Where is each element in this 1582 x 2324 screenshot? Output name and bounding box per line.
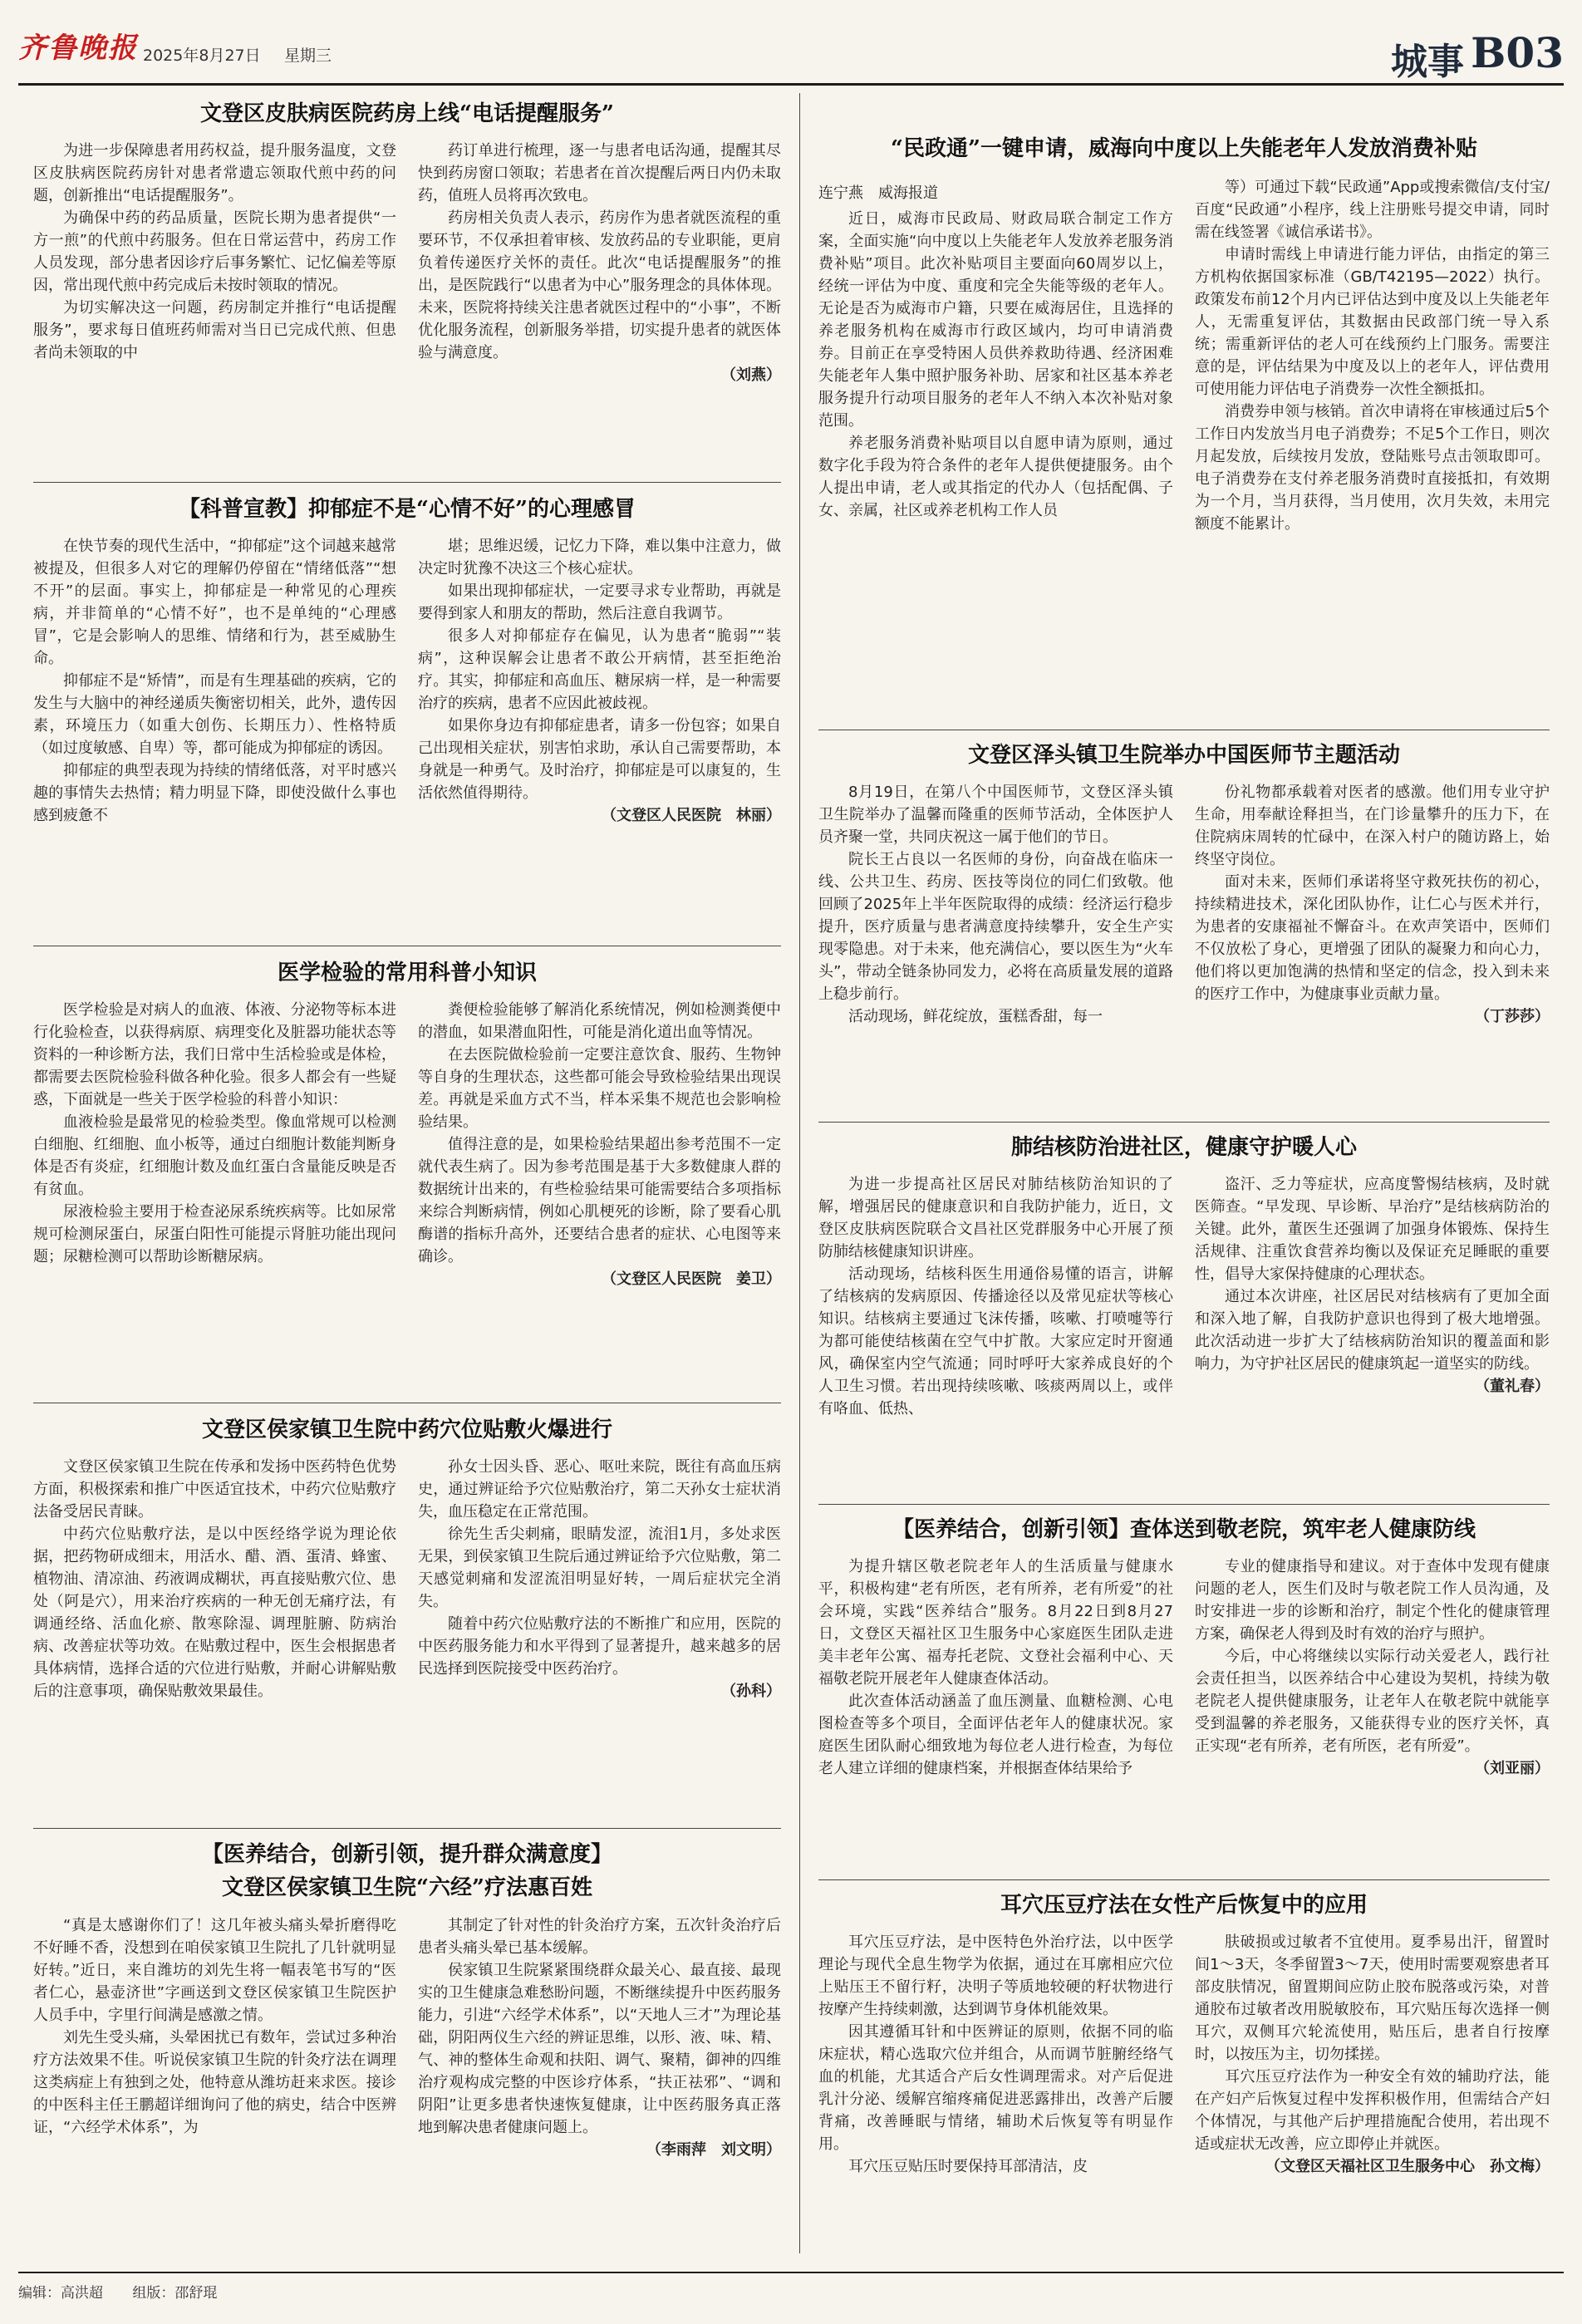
byline: （文登区人民医院 姜卫） (602, 1270, 781, 1288)
paragraph: 此次查体活动涵盖了血压测量、血糖检测、心电图检查等多个项目，全面评估老年人的健康状况。家庭医生团队耐心细致地为每位老人进行检查，为每位老人建立详细的健康档案，并根据查体结果给予 (818, 1693, 1173, 1777)
paragraph: 在去医院做检验前一定要注意饮食、服药、生物钟等自身的生理状态，这些都可能会导致检验结果出现误差。再就是采血方式不当，样本采集不规范也会影响检验结果。 (418, 1046, 781, 1131)
article-col-right (1195, 781, 1550, 1028)
paragraph: 为进一步提高社区居民对肺结核防治知识的了解，增强居民的健康意识和自我防护能力，近日，文登区皮肤病医院联合文昌社区党群服务中心开展了预防肺结核健康知识讲座。 (818, 1176, 1173, 1260)
article-title: 耳穴压豆疗法在女性产后恢复中的应用 (1000, 1893, 1368, 1918)
masthead-rule (18, 83, 1564, 86)
paragraph: 文登区侯家镇卫生院在传承和发扬中医药特色优势方面，积极探索和推广中医适宜技术，中药穴位贴敷疗法备受居民青睐。 (33, 1458, 396, 1521)
paragraph: 粪便检验能够了解消化系统情况，例如检测粪便中的潜血，如果潜血阳性，可能是消化道出血等情况。 (418, 1001, 781, 1041)
page-number: B03 (1471, 28, 1564, 77)
article-divider (818, 1879, 1550, 1880)
paragraph: 盗汗、乏力等症状，应高度警惕结核病，及时就医筛查。“早发现、早诊断、早治疗”是结核病防治的关键。此外，董医生还强调了加强身体锻炼、保持生活规律、注重饮食营养均衡以及保证充足睡眠的重要性，倡导大家保持健康的心理状态。 (1195, 1176, 1550, 1283)
section-name: 城事 (1391, 41, 1464, 83)
paragraph: 活动现场，结核科医生用通俗易懂的语言，讲解了结核病的发病原因、传播途径以及常见症状等核心知识。结核病主要通过飞沫传播，咳嗽、打喷嚏等行为都可能使结核菌在空气中扩散。大家应定时开窗通风，确保室内空气流通；同时呼吁大家养成良好的个人卫生习惯。若出现持续咳嗽、咳痰两周以上，或伴有咯血、低热、 (818, 1265, 1173, 1417)
article-col-left (818, 1931, 1173, 2178)
article-col-right (1195, 1555, 1550, 1780)
article-lab-test (33, 957, 781, 1290)
article-title: 【科普宣教】抑郁症不是“心情不好”的心理感冒 (179, 497, 636, 522)
paragraph: 活动现场，鲜花绽放，蛋糕香甜，每一 (848, 1008, 1103, 1025)
paragraph: 耳穴压豆疗法作为一种安全有效的辅助疗法，能在产妇产后恢复过程中发挥积极作用，但需结合产妇个体情况，与其他产后护理措施配合使用，若出现不适或症状无改善，应立即停止并就医。 (1195, 2068, 1550, 2153)
article-six-meridians (33, 1838, 781, 2161)
article-title: 【医养结合，创新引领，提升群众满意度】 (201, 1842, 612, 1867)
article-col-left (818, 1555, 1173, 1780)
article-divider (33, 1828, 781, 1829)
article-title: “民政通”一键申请，威海向中度以上失能老年人发放消费补贴 (891, 136, 1477, 161)
page-footer (18, 2281, 242, 2302)
paragraph: 通过本次讲座，社区居民对结核病有了更加全面和深入地了解，自我防护意识也得到了极大地增强。此次活动进一步扩大了结核病防治知识的覆盖面和影响力，为守护社区居民的健康筑起一道坚实的防线。 (1195, 1288, 1550, 1373)
paragraph: 等）可通过下载“民政通”App或搜索微信/支付宝/百度“民政通”小程序，线上注册账号提交申请，同时需在线签署《诚信承诺书》。 (1195, 179, 1550, 241)
article-col-right (418, 999, 781, 1290)
paragraph: “真是太感谢你们了！这几年被头痛头晕折磨得吃不好睡不香，没想到在咱侯家镇卫生院扎了几针就明显好转。”近日，来自潍坊的刘先生将一幅表笔书写的“医者仁心，悬壶济世”字画送到文登区侯家镇卫生院医护人员手中，字里行间满是感激之情。 (33, 1917, 396, 2024)
paragraph: 耳穴压豆疗法，是中医特色外治疗法，以中医学理论与现代全息生物学为依据，通过在耳廓相应穴位上贴压王不留行籽，决明子等质地较硬的籽状物进行按摩产生持续刺激，达到调节身体机能效果。 (818, 1933, 1173, 2018)
paragraph: 如果出现抑郁症状，一定要寻求专业帮助，再就是要得到家人和朋友的帮助，然后注意自我调节。 (418, 582, 781, 622)
article-col-right (1195, 1173, 1550, 1420)
byline: （刘亚丽） (1475, 1760, 1550, 1777)
reporter-line: 连宁燕 威海报道 (818, 184, 938, 202)
article-title: 肺结核防治进社区，健康守护暖人心 (1010, 1135, 1357, 1160)
issue-weekday: 星期三 (284, 47, 332, 65)
paragraph: 抑郁症的典型表现为持续的情绪低落，对平时感兴趣的事情失去热情；精力明显下降，即使没做什么事也感到疲惫不 (33, 762, 396, 824)
article-col-right (1195, 1931, 1550, 2178)
paragraph: 今后，中心将继续以实际行动关爱老人，践行社会责任担当，以医养结合中心建设为契机，持续为敬老院老人提供健康服务，让老年人在敬老院中就能享受到温馨的养老服务，又能获得专业的医疗关怀，真正实现“老有所养，老有所医，老有所爱”。 (1195, 1648, 1550, 1755)
article-col-left (818, 1173, 1173, 1420)
paragraph: 因其遵循耳针和中医辨证的原则，依据不同的临床症状，精心选取穴位并组合，从而调节脏腑经络气血的机能，尤其适合产后女性调理需求。对产后促进乳汁分泌、缓解宫缩疼痛促进恶露排出，改善产后腰背痛，改善睡眠与情绪，辅助术后恢复等有明显作用。 (818, 2023, 1173, 2153)
article-col-right (418, 535, 781, 827)
layout-credit: 组版：邵舒琨 (132, 2285, 218, 2302)
paragraph: 院长王占良以一名医师的身份，向奋战在临床一线、公共卫生、药房、医技等岗位的同仁们致敬。他回顾了2025年上半年医院取得的成绩：经济运行稳步提升，医疗质量与患者满意度持续攀升，安全生产实现零隐患。对于未来，他充满信心，要以医生为“火车头”，带动全链条协同发力，必将在高质量发展的道路上稳步前行。 (818, 851, 1173, 1003)
article-col-right (1195, 168, 1550, 535)
article-nursing-home-checkup (818, 1514, 1550, 1780)
paragraph: 很多人对抑郁症存在偏见，认为患者“脆弱”“装病”，这种误解会让患者不敢公开病情，甚至拒绝治疗。其实，抑郁症和高血压、糖尿病一样，是一种需要治疗的疾病，患者不应因此被歧视。 (418, 627, 781, 712)
issue-date: 2025年8月27日 (143, 47, 261, 65)
paragraph: 肤破损或过敏者不宜使用。夏季易出汗，留置时间1～3天，冬季留置3～7天，使用时需要观察患者耳部皮肤情况，留置期间应防止胶布脱落或污染，对普通胶布过敏者改用脱敏胶布，耳穴贴压每次选择一侧耳穴，双侧耳穴轮流使用，贴压后，患者自行按摩时，以按压为主，切勿揉搓。 (1195, 1933, 1550, 2063)
paragraph: 在快节奏的现代生活中，“抑郁症”这个词越来越常被提及，但很多人对它的理解仍停留在“情绪低落”“想不开”的层面。事实上，抑郁症是一种常见的心理疾病，并非简单的“心情不好”，也不是单纯的“心理感冒”，它是会影响人的思维、情绪和行为，甚至威胁生命。 (33, 538, 396, 667)
paragraph: 抑郁症不是“矫情”，而是有生理基础的疾病，它的发生与大脑中的神经递质失衡密切相关，此外，遗传因素，环境压力（如重大创伤、长期压力）、性格特质（如过度敏感、自卑）等，都可能成为抑郁症的诱因。 (33, 672, 396, 757)
paragraph: 专业的健康指导和建议。对于查体中发现有健康问题的老人，医生们及时与敬老院工作人员沟通，及时安排进一步的诊断和治疗，制定个性化的健康管理方案，确保老人得到及时有效的治疗与照护。 (1195, 1558, 1550, 1643)
article-title: 文登区泽头镇卫生院举办中国医师节主题活动 (967, 743, 1400, 768)
article-depression (33, 494, 781, 827)
paragraph: 面对未来，医师们承诺将坚守救死扶伤的初心，持续精进技术，深化团队协作，让仁心与医术并行，为患者的安康福祉不懈奋斗。在欢声笑语中，医师们不仅放松了身心，更增强了团队的凝聚力和向心力，他们将以更加饱满的热情和坚定的信念，投入到未来的医疗工作中，为健康事业贡献力量。 (1195, 873, 1550, 1003)
paragraph: 医学检验是对病人的血液、体液、分泌物等标本进行化验检查，以获得病原、病理变化及脏器功能状态等资料的一种诊断方法，我们日常中生活检验或是体检，都需要去医院检验科做各种化验。很多人都会有一些疑惑，下面就是一些关于医学检验的科普小知识： (33, 1001, 396, 1108)
paragraph: 为切实解决这一问题，药房制定并推行“电话提醒服务”，要求每日值班药师需对当日已完成代煎、但患者尚未领取的中 (33, 299, 396, 361)
paragraph: 随着中药穴位贴敷疗法的不断推广和应用，医院的中医药服务能力和水平得到了显著提升，越来越多的居民选择到医院接受中医药治疗。 (418, 1615, 781, 1678)
paragraph: 如果你身边有抑郁症患者，请多一份包容；如果自己出现相关症状，别害怕求助，承认自己需要帮助，本身就是一种勇气。及时治疗，抑郁症是可以康复的，生活依然值得期待。 (418, 717, 781, 802)
paragraph: 份礼物都承载着对医者的感激。他们用专业守护生命，用奉献诠释担当，在门诊量攀升的压力下，在住院病床周转的忙碌中，在深入村户的随访路上，始终坚守岗位。 (1195, 784, 1550, 868)
editor-credit: 编辑：高洪超 (18, 2285, 103, 2302)
article-col-left (33, 1914, 396, 2161)
column-divider (799, 93, 800, 2253)
footer-rule (18, 2272, 1564, 2273)
article-col-left (818, 168, 1173, 535)
article-doctors-day (818, 739, 1550, 1028)
article-tuberculosis (818, 1132, 1550, 1420)
article-phone-reminder (33, 98, 781, 386)
paragraph: 中药穴位贴敷疗法，是以中医经络学说为理论依据，把药物研成细末，用活水、醋、酒、蛋清、蜂蜜、植物油、清凉油、药液调成糊状，再直接贴敷穴位、患处（阿是穴），用来治疗疾病的一种无创无痛疗法，有调通经络、活血化瘀、散寒除湿、调理脏腑、防病治病、改善症状等功效。在贴敷过程中，医生会根据患者具体病情，选择合适的穴位进行贴敷，并耐心讲解贴敷后的注意事项，确保贴敷效果最佳。 (33, 1526, 396, 1700)
paragraph: 药订单进行梳理，逐一与患者电话沟通，提醒其尽快到药房窗口领取；若患者在首次提醒后两日内仍未取药，值班人员将再次致电。 (418, 142, 781, 204)
article-title-line2: 文登区侯家镇卫生院“六经”疗法惠百姓 (222, 1875, 592, 1900)
article-col-left (33, 535, 396, 827)
article-col-right (418, 1914, 781, 2161)
article-acupoint (33, 1414, 781, 1702)
article-divider (818, 1504, 1550, 1505)
paragraph: 徐先生舌尖刺痛，眼睛发涩，流泪1月，多处求医无果，到侯家镇卫生院后通过辨证给予穴位贴敷，第二天感觉刺痛和发涩流泪明显好转，一周后症状完全消失。 (418, 1526, 781, 1610)
byline: （李雨萍 刘文明） (646, 2141, 781, 2159)
paragraph: 申请时需线上申请进行能力评估，由指定的第三方机构依据国家标准（GB/T42195—2022）执行。政策发布前12个月内已评估达到中度及以上失能老年人，无需重复评估，其数据由民政部门统一导入系统；需重新评估的老人可在线预约上门服务。需要注意的是，评估结果为中度及以上的老年人，评估费用可使用能力评估电子消费券一次性全额抵扣。 (1195, 246, 1550, 398)
byline: （董礼春） (1475, 1378, 1550, 1395)
article-title: 医学检验的常用科普小知识 (277, 961, 537, 985)
paragraph: 值得注意的是，如果检验结果超出参考范围不一定就代表生病了。因为参考范围是基于大多数健康人群的数据统计出来的，有些检验结果可能需要结合多项指标来综合判断病情，例如心肌梗死的诊断，除了要看心肌酶谱的指标升高外，还要结合患者的症状、心电图等来确诊。 (418, 1136, 781, 1265)
article-title: 【医养结合，创新引领】查体送到敬老院，筑牢老人健康防线 (892, 1517, 1476, 1542)
article-col-left (818, 781, 1173, 1028)
byline: （丁莎莎） (1475, 1008, 1550, 1025)
article-title: 文登区侯家镇卫生院中药穴位贴敷火爆进行 (201, 1417, 612, 1442)
article-divider (818, 1122, 1550, 1123)
article-ear-acupressure (818, 1889, 1550, 2178)
paragraph: 刘先生受头痛，头晕困扰已有数年，尝试过多种治疗方法效果不佳。听说侯家镇卫生院的针灸疗法在调理这类病症上有独到之处，他特意从潍坊赶来求医。接诊的中医科主任王鹏超详细询问了他的病史，结合中医辨证，“六经学术体系”，为 (33, 2029, 396, 2136)
article-col-right (418, 1456, 781, 1702)
byline: （文登区天福社区卫生服务中心 孙文梅） (1265, 2158, 1550, 2175)
paragraph: 8月19日，在第八个中国医师节，文登区泽头镇卫生院举办了温馨而隆重的医师节活动，全体医护人员齐聚一堂，共同庆祝这一属于他们的节日。 (818, 784, 1173, 846)
article-title: 文登区皮肤病医院药房上线“电话提醒服务” (200, 101, 614, 126)
byline: （孙科） (721, 1683, 781, 1700)
newspaper-logo: 齐鲁晚报 (18, 32, 138, 65)
paragraph: 养老服务消费补贴项目以自愿申请为原则，通过数字化手段为符合条件的老年人提供便捷服务。由个人提出申请，老人或其指定的代办人（包括配偶、子女、亲属，社区或养老机构工作人员 (818, 435, 1173, 519)
paragraph: 其制定了针对性的针灸治疗方案，五次针灸治疗后患者头痛头晕已基本缓解。 (418, 1917, 781, 1957)
paragraph: 血液检验是最常见的检验类型。像血常规可以检测白细胞、红细胞、血小板等，通过白细胞计数能判断身体是否有炎症，红细胞计数及血红蛋白含量能反映是否有贫血。 (33, 1113, 396, 1198)
paragraph: 药房相关负责人表示，药房作为患者就医流程的重要环节，不仅承担着审核、发放药品的专业职能，更肩负着传递医疗关怀的责任。此次“电话提醒服务”的推出，是医院践行“以患者为中心”服务理念的具体体现。未来，医院将持续关注患者就医过程中的“小事”，不断优化服务流程，创新服务举措，切实提升患者的就医体验与满意度。 (418, 209, 781, 361)
paragraph: 消费券申领与核销。首次申请将在审核通过后5个工作日内发放当月电子消费券；不足5个工作日，则次月起发放，后续按月发放，登陆账号点击领取即可。电子消费券在支付养老服务消费时直接抵扣，有效期为一个月，当月获得，当月使用，次月失效，未用完额度不能累计。 (1195, 403, 1550, 533)
article-col-right (418, 140, 781, 386)
byline: （刘燕） (721, 366, 781, 384)
paragraph: 近日，威海市民政局、财政局联合制定工作方案，全面实施“向中度以上失能老年人发放养老服务消费补贴”项目。此次补贴项目主要面向60周岁以上，经统一评估为中度、重度和完全失能等级的老年人。无论是否为威海市户籍，只要在威海居住，且选择的养老服务机构在威海市行政区域内，均可申请消费券。目前正在享受特困人员供养救助待遇、经济困难失能老年人集中照护服务补助、居家和社区基本养老服务提升行动项目服务的老年人不纳入本次补贴对象范围。 (818, 210, 1173, 430)
paragraph: 为确保中药的药品质量，医院长期为患者提供“一方一煎”的代煎中药服务。但在日常运营中，药房工作人员发现，部分患者因诊疗后事务繁忙、记忆偏差等原因，常出现代煎中药完成后未按时领取的情况。 (33, 209, 396, 294)
article-col-left (33, 140, 396, 386)
paragraph: 侯家镇卫生院紧紧围绕群众最关心、最直接、最现实的卫生健康急难愁盼问题，不断继续提升中医药服务能力，引进“六经学术体系”，以“天地人三才”为理论基础，阴阳两仪生六经的辨证思维，以形、液、味、精、气、神的整体生命观和扶阳、调气、聚精，御神的四维治疗观构成完整的中医诊疗体系，“扶正祛邪”、“调和阴阳”让更多患者快速恢复健康，让中医药服务真正落地到解决患者健康问题上。 (418, 1962, 781, 2136)
article-consumption-subsidy (818, 133, 1550, 535)
byline: （文登区人民医院 林丽） (602, 807, 781, 824)
article-divider (33, 482, 781, 483)
paragraph: 为提升辖区敬老院老年人的生活质量与健康水平，积极构建“老有所医，老有所养，老有所爱”的社会环境，实践“医养结合”服务。8月22日到8月27日，文登区天福社区卫生服务中心家庭医生团队走进美丰老年公寓、福寿托老院、文登社会福利中心、天福敬老院开展老年人健康查体活动。 (818, 1558, 1173, 1688)
paragraph: 尿液检验主要用于检查泌尿系统疾病等。比如尿常规可检测尿蛋白，尿蛋白阳性可能提示肾脏功能出现问题；尿糖检测可以帮助诊断糖尿病。 (33, 1203, 396, 1265)
paragraph: 为进一步保障患者用药权益，提升服务温度，文登区皮肤病医院药房针对患者常遗忘领取代煎中药的问题，创新推出“电话提醒服务”。 (33, 142, 396, 204)
paragraph: 堪；思维迟缓，记忆力下降，难以集中注意力，做决定时犹豫不决这三个核心症状。 (418, 538, 781, 577)
article-col-left (33, 1456, 396, 1702)
masthead (18, 10, 1564, 85)
paragraph: 耳穴压豆贴压时要保持耳部清洁，皮 (848, 2158, 1088, 2175)
paragraph: 孙女士因头昏、恶心、呕吐来院，既往有高血压病史，通过辨证给予穴位贴敷治疗，第二天孙女士症状消失，血压稳定在正常范围。 (418, 1458, 781, 1521)
article-col-left (33, 999, 396, 1290)
